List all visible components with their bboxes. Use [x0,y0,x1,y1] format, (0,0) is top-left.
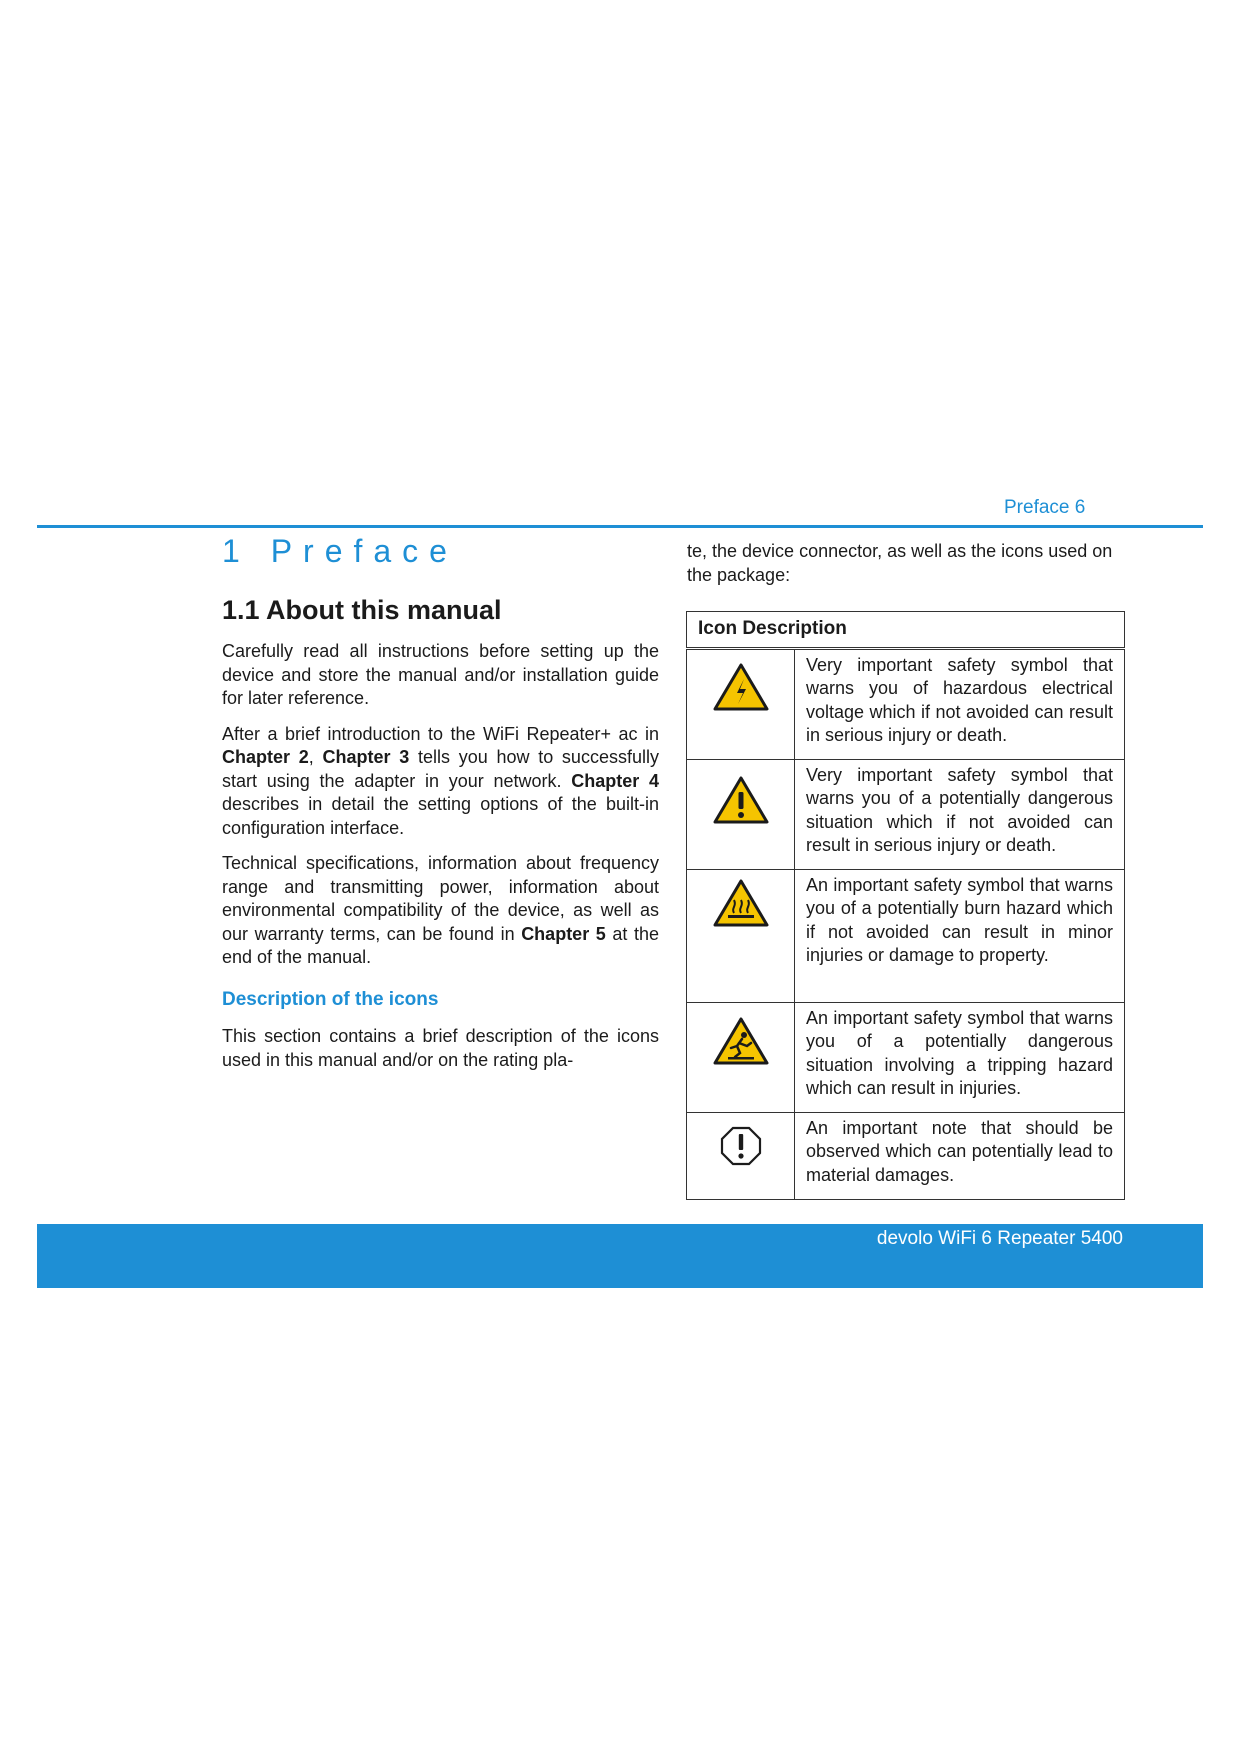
tripping-hazard-icon [687,1003,794,1079]
table-row [687,648,1125,759]
general-warning-icon [687,760,794,840]
table-row [687,1112,1125,1199]
section-title: 1.1 About this manual [222,595,502,625]
table-row [687,1002,1125,1112]
important-note-icon [687,1113,794,1179]
table-row [687,759,1125,869]
table-cell-description: An important safety symbol that warns you of a potentially dangerous situation involving a tripping hazard which can result in injuries. [795,1002,1125,1112]
table-header-row [687,612,1125,649]
table-cell-description: An important safety symbol that warns you of a potentially burn hazard which if not avoided can result in minor injuries or damage to property. [795,869,1125,1002]
footer-product-name: devolo WiFi 6 Repeater 5400 [876,1228,1123,1249]
icon-description-table [686,611,1125,1200]
table-cell-description: An important note that should be observed which can potentially lead to material damages. [795,1112,1125,1199]
chapter-ref: Chapter 3 [322,747,410,767]
subheading-icons: Description of the icons [222,988,439,1010]
chapter-ref: Chapter 5 [521,923,606,944]
table-cell-description: Very important safety symbol that warns you of hazardous electrical voltage which if not avoided can result in serious injury or death. [795,648,1125,759]
paragraph-continued: te, the device connector, as well as the icons used on the package: [687,541,1113,585]
paragraph-chapters: After a brief introduction to the WiFi Repeater+ ac in Chapter 2, Chapter 3 tells you how to successfully start using the adapter in your network. Chapter 4 describes in detail the setting options of the built-in configuration interface. [222,723,659,838]
header-rule [37,525,1203,528]
paragraph-icons-intro: This section contains a brief description of the icons used in this manual and/or on the rating pla- [222,1026,659,1070]
left-column [222,640,659,1084]
running-header: Preface 6 [1004,497,1086,518]
chapter-ref: Chapter 4 [571,770,659,791]
table-header: Icon Description [687,612,1125,649]
chapter-ref: Chapter 2 [222,747,309,767]
table-cell-description: Very important safety symbol that warns you of a potentially dangerous situation which if not avoided can result in serious injury or death. [795,759,1125,869]
right-column-intro [687,540,1127,587]
hot-surface-icon [687,870,794,936]
electrical-hazard-icon [687,650,794,724]
table-row [687,869,1125,1002]
paragraph-specs: Technical specifications, information about frequency range and transmitting power, information about environmental compatibility of the device, as well as our warranty terms, can be found in Chapter 5 at the end of the manual. [222,853,659,967]
chapter-title: 1 Preface [222,533,458,569]
paragraph-intro: Carefully read all instructions before setting up the device and store the manual and/or installation guide for later reference. [222,641,659,708]
